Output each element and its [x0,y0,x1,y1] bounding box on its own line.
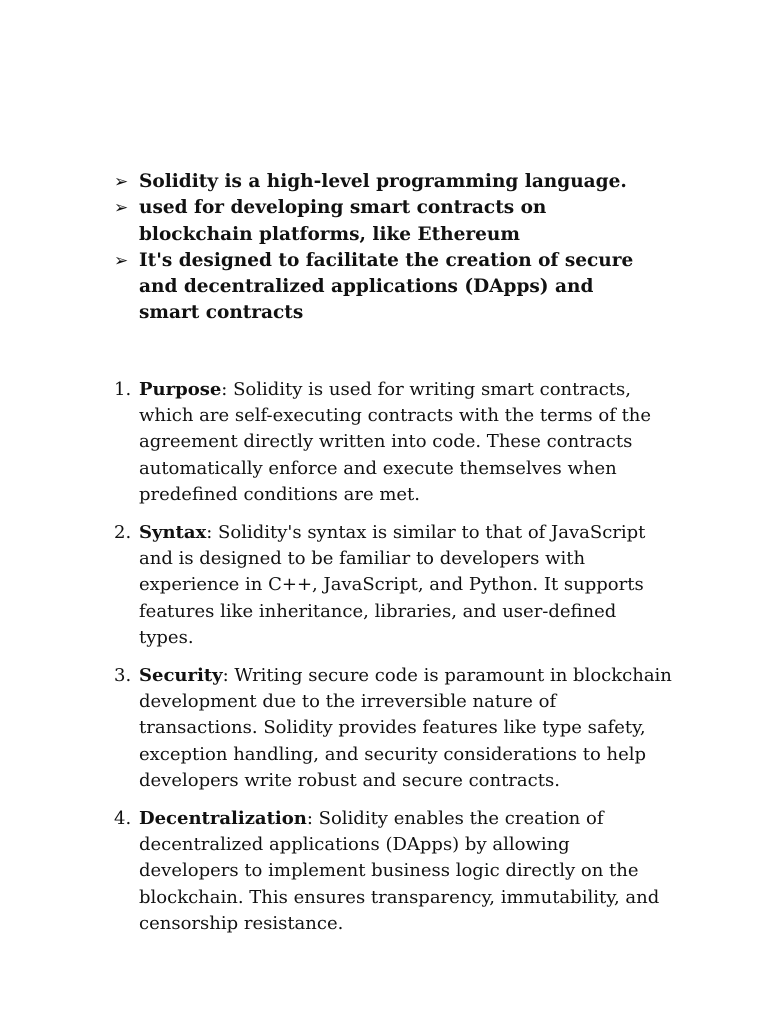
bullet-item [114,248,654,327]
item-number: 1. [114,379,132,400]
item-description: : Solidity's syntax is similar to that of JavaScript and is designed to be familiar to developers with experience in C++, JavaScript, and Python. It supports features like inheritance, libraries, and user-defined types. [139,522,646,648]
item-number: 3. [114,665,132,687]
item-term: Syntax [139,522,207,544]
numbered-item-security [114,663,674,794]
arrow-bullet-icon: ➢ [114,172,129,192]
numbered-list [114,377,674,949]
item-description: : Solidity enables the creation of decentralized applications (DApps) by allowing developers to implement business logic directly on the blockchain. This ensures transparency, immutability, and censorship resistance. [139,808,660,934]
item-number: 2. [114,522,132,544]
bullet-list [114,169,654,327]
item-term: Security [139,665,223,687]
bullet-text: used for developing smart contracts on blockchain platforms, like Ethereum [139,197,547,245]
bullet-item [114,169,654,195]
numbered-item-purpose [114,377,674,508]
arrow-bullet-icon: ➢ [114,198,129,219]
bullet-text: It's designed to facilitate the creation of secure and decentralized applications (DApps) and smart contracts [139,249,634,324]
bullet-text: Solidity is a high-level programming language. [139,171,627,192]
item-description: : Solidity is used for writing smart contracts, which are self-executing contracts with the terms of the agreement directly written into code. These contracts automatically enforce and execute themselves when predefined conditions are met. [139,379,652,505]
numbered-item-syntax [114,520,674,651]
item-number: 4. [114,808,132,830]
arrow-bullet-icon: ➢ [114,250,129,271]
numbered-item-decentralization [114,806,674,937]
item-description: : Writing secure code is paramount in blockchain development due to the irreversible nature of transactions. Solidity provides features like type safety, exception handling, and security considerations to help developers write robust and secure contracts. [139,665,672,791]
item-term: Purpose [139,379,222,400]
bullet-item [114,195,654,248]
item-term: Decentralization [139,808,307,830]
